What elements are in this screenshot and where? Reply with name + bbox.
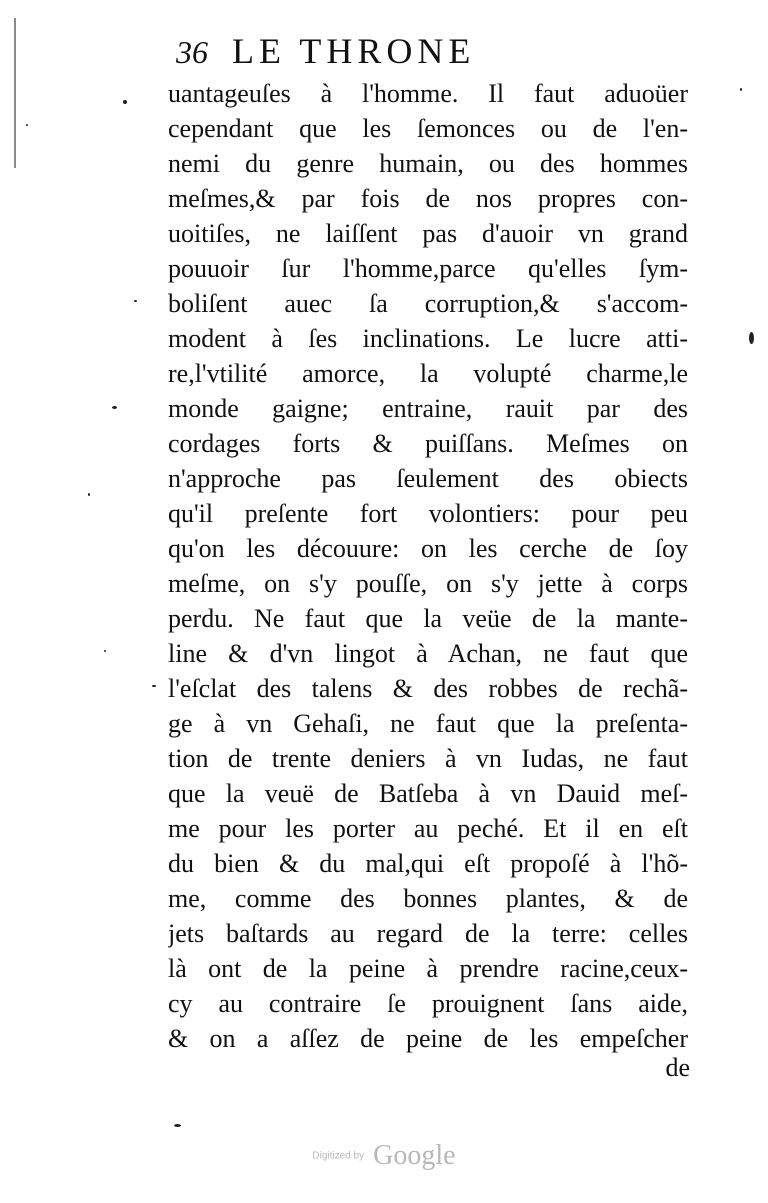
text-line: cy au contraire ſe prouignent ſans aide, (168, 989, 688, 1018)
page-number: 36 (176, 34, 208, 70)
text-line: perdu. Ne faut que la veüe de la mante- (168, 604, 688, 633)
catchword: de (665, 1053, 690, 1082)
digitization-watermark (0, 1140, 768, 1172)
text-line: meſme, on s'y pouſſe, on s'y jette à corps (168, 569, 688, 598)
text-line: & on a aſſez de peine de les empeſcher (168, 1024, 688, 1053)
ink-speck (104, 650, 106, 652)
watermark-prefix: Digitized by (312, 1150, 365, 1162)
text-line: l'eſclat des talens & des robbes de rechã- (168, 674, 688, 703)
text-line: me, comme des bonnes plantes, & de (168, 884, 688, 913)
ink-speck (123, 100, 127, 104)
text-line: du bien & du mal,qui eſt propoſé à l'hõ- (168, 849, 688, 878)
ink-speck (152, 685, 156, 687)
running-title: LE THRONE (232, 31, 476, 71)
text-line: cependant que les ſemonces ou de l'en- (168, 114, 688, 143)
ink-speck (134, 300, 137, 302)
ink-speck (740, 88, 742, 91)
text-line: nemi du genre humain, ou des hommes (168, 149, 688, 178)
text-line: ge à vn Gehaſi, ne faut que la preſenta- (168, 709, 688, 738)
text-line: re,l'vtilité amorce, la volupté charme,le (168, 359, 688, 388)
page-header (176, 30, 696, 78)
text-line: line & d'vn lingot à Achan, ne faut que (168, 639, 688, 668)
ink-speck (26, 124, 28, 126)
text-line: me pour les porter au peché. Et il en eſt (168, 814, 688, 843)
text-line: uoitiſes, ne laiſſent pas d'auoir vn grand (168, 219, 688, 248)
body-text (168, 76, 688, 1056)
text-line: monde gaigne; entraine, rauit par des (168, 394, 688, 423)
text-line: qu'il preſente fort volontiers: pour peu (168, 499, 688, 528)
text-line: qu'on les découure: on les cerche de ſoy (168, 534, 688, 563)
text-line: que la veuë de Batſeba à vn Dauid meſ- (168, 779, 688, 808)
ink-speck (749, 332, 754, 344)
text-line: modent à ſes inclinations. Le lucre atti- (168, 324, 688, 353)
ink-speck (174, 1124, 181, 1127)
text-line: uantageuſes à l'homme. Il faut aduoüer (168, 79, 688, 108)
watermark-brand: Google (373, 1140, 456, 1171)
text-line: meſmes,& par fois de nos propres con- (168, 184, 688, 213)
text-line: jets baſtards au regard de la terre: celles (168, 919, 688, 948)
text-line: là ont de la peine à prendre racine,ceux- (168, 954, 688, 983)
gutter-edge (14, 18, 16, 168)
text-line: cordages forts & puiſſans. Meſmes on (168, 429, 688, 458)
text-line: n'approche pas ſeulement des obiects (168, 464, 688, 493)
text-line: pouuoir ſur l'homme,parce qu'elles ſym- (168, 254, 688, 283)
text-line: boliſent auec ſa corruption,& s'accom- (168, 289, 688, 318)
ink-speck (88, 493, 90, 496)
ink-speck (112, 406, 117, 409)
text-line: tion de trente deniers à vn Iudas, ne faut (168, 744, 688, 773)
